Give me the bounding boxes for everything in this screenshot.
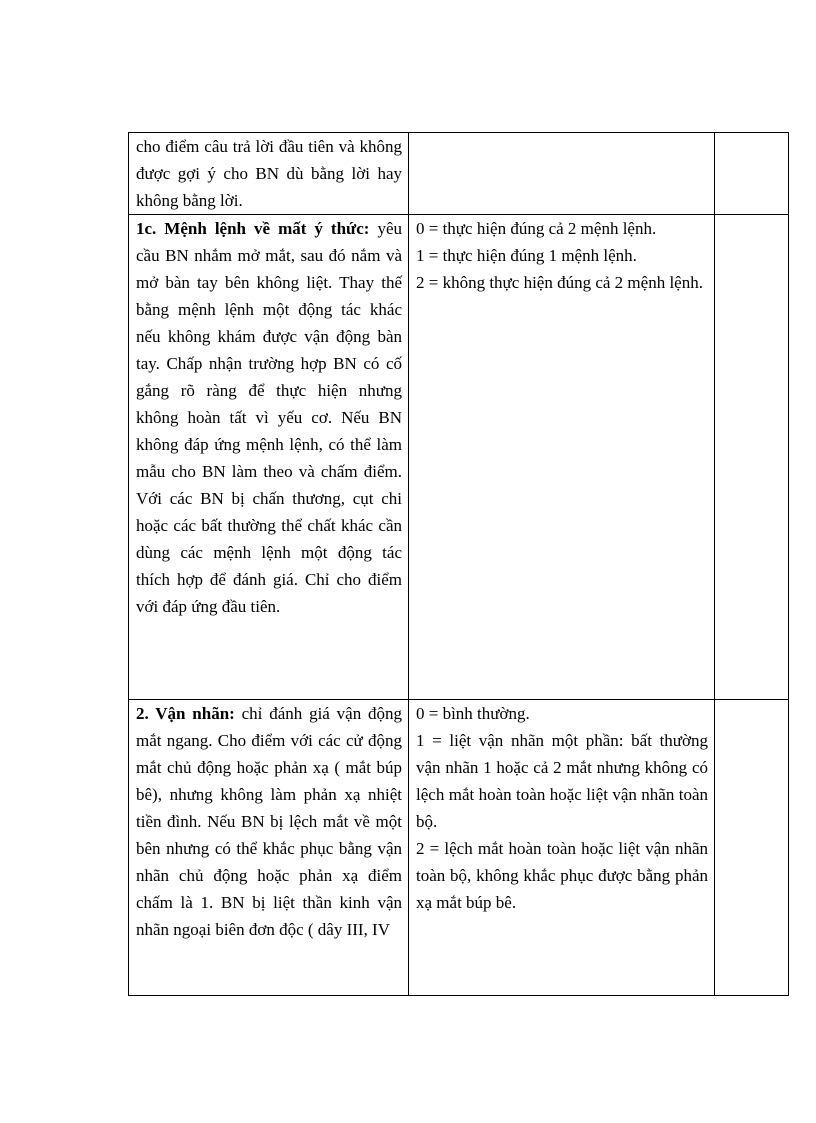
score-criteria-cell <box>409 215 715 700</box>
item-description <box>136 700 402 943</box>
item-text: chỉ đánh giá vận động mắt ngang. Cho điểm với các cử động mắt chủ động hoặc phản xạ ( mắt búp bê), nhưng không làm phản xạ nhiệt tiền đình. Nếu BN bị lệch mắt về một bên nhưng có thể khắc phục bằng vận nhãn chủ động hoặc phản xạ điểm chấm là 1. BN bị liệt thần kinh vận nhãn ngoại biên đơn độc ( dây III, IV <box>136 704 403 939</box>
score-option: 1 = liệt vận nhãn một phần: bất thường vận nhãn 1 hoặc cả 2 mắt nhưng không có lệch mắt hoàn toàn hoặc liệt vận nhãn toàn bộ. <box>416 731 708 831</box>
item-description <box>136 215 402 620</box>
item-text: yêu cầu BN nhắm mở mắt, sau đó nắm và mở bàn tay bên không liệt. Thay thế bằng mệnh lệnh một động tác khác nếu không khám được vận động bàn tay. Chấp nhận trường hợp BN có cố gắng rõ ràng để thực hiện nhưng không hoàn tất vì yếu cơ. Nếu BN không đáp ứng mệnh lệnh, có thể làm mẫu cho BN làm theo và chấm điểm. Với các BN bị chấn thương, cụt chi hoặc các bất thường thể chất khác cần dùng các mệnh lệnh một động tác thích hợp để đánh giá. Chỉ cho điểm với đáp ứng đầu tiên. <box>136 219 402 616</box>
item-text: cho điểm câu trả lời đầu tiên và không được gợi ý cho BN dù bằng lời hay không bằng lời. <box>136 137 402 210</box>
score-option: 0 = bình thường. <box>416 704 530 723</box>
item-description-cell <box>129 215 409 700</box>
item-heading: 2. Vận nhãn: <box>136 704 235 723</box>
nihss-scale-table <box>128 132 789 996</box>
item-description-cell <box>129 700 409 996</box>
item-heading: 1c. Mệnh lệnh về mất ý thức: <box>136 219 370 238</box>
score-option: 1 = thực hiện đúng 1 mệnh lệnh. <box>416 246 637 265</box>
table-row <box>129 700 789 996</box>
item-description <box>136 133 402 214</box>
table-row <box>129 215 789 700</box>
score-criteria-cell <box>409 133 715 215</box>
score-criteria-cell <box>409 700 715 996</box>
score-option: 0 = thực hiện đúng cả 2 mệnh lệnh. <box>416 219 657 238</box>
score-option: 2 = lệch mắt hoàn toàn hoặc liệt vận nhãn toàn bộ, không khắc phục được bằng phản xạ mắt búp bê. <box>416 839 708 912</box>
points-cell <box>715 215 789 700</box>
item-description-cell <box>129 133 409 215</box>
score-option: 2 = không thực hiện đúng cả 2 mệnh lệnh. <box>416 273 703 292</box>
points-cell <box>715 700 789 996</box>
table-row <box>129 133 789 215</box>
points-cell <box>715 133 789 215</box>
